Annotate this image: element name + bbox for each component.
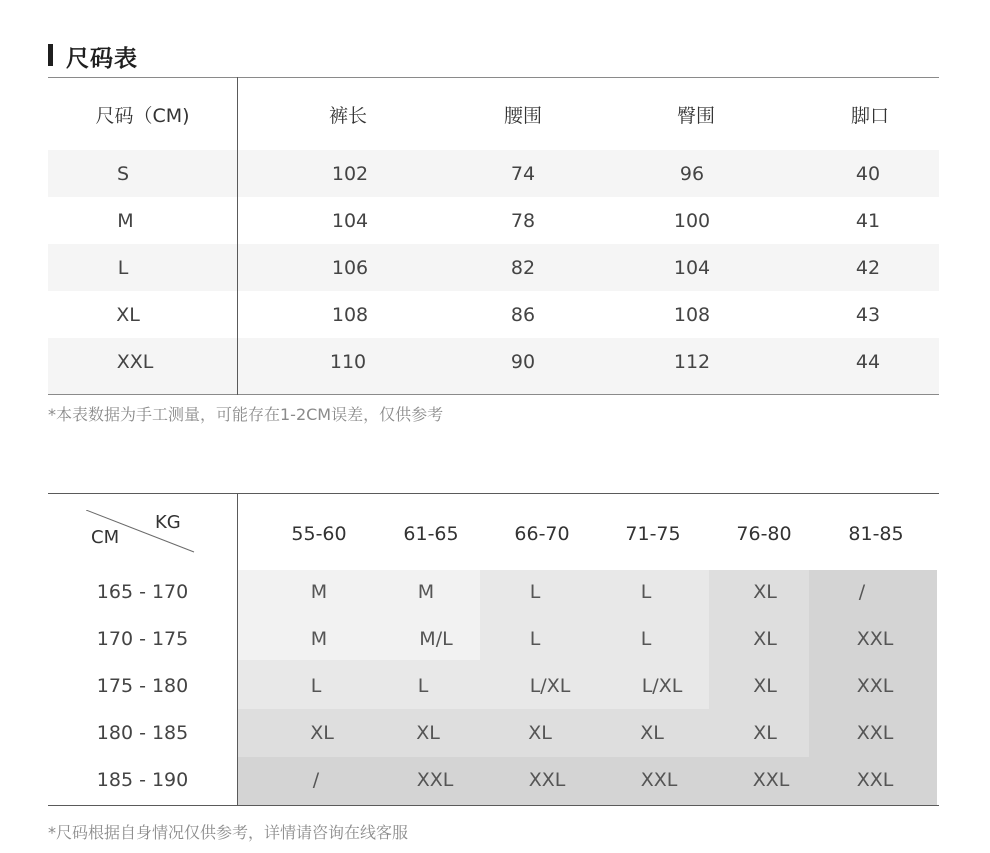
grid-cell: L <box>529 580 541 603</box>
grid-cell: XL <box>310 721 334 744</box>
table-row <box>48 291 939 338</box>
row-label-height: 170 - 175 <box>96 627 189 650</box>
cell-hip: 96 <box>679 162 705 185</box>
cell-length: 110 <box>329 350 367 373</box>
cell-length: 102 <box>331 162 369 185</box>
cell-hip: 104 <box>673 256 711 279</box>
cell-hem: 41 <box>855 209 881 232</box>
grid-cell: XL <box>753 627 777 650</box>
cell-waist: 74 <box>510 162 536 185</box>
header-weight: 81-85 <box>848 523 904 545</box>
grid-cell: XXL <box>752 768 790 791</box>
grid-cell: XXL <box>856 721 894 744</box>
cell-waist: 86 <box>510 303 536 326</box>
title-accent-bar <box>48 44 53 66</box>
cell-hip: 100 <box>673 209 711 232</box>
grid-cell: M <box>310 580 328 603</box>
table-column-divider <box>237 493 238 806</box>
table-top-rule <box>48 493 939 494</box>
header-weight: 71-75 <box>625 523 681 545</box>
cell-hem: 43 <box>855 303 881 326</box>
header-size: 尺码（CM) <box>95 104 190 127</box>
grid-cell: L/XL <box>641 674 683 697</box>
grid-cell: L/XL <box>529 674 571 697</box>
row-label-height: 165 - 170 <box>96 580 189 603</box>
grid-cell: XXL <box>640 768 678 791</box>
row-label-height: 175 - 180 <box>96 674 189 697</box>
grid-cell: XXL <box>856 627 894 650</box>
grid-cell: XXL <box>856 768 894 791</box>
cell-hip: 108 <box>673 303 711 326</box>
cell-waist: 78 <box>510 209 536 232</box>
row-label-height: 185 - 190 <box>96 768 189 791</box>
row-label-height: 180 - 185 <box>96 721 189 744</box>
grid-cell: XL <box>753 674 777 697</box>
grid-cell: / <box>858 580 866 603</box>
cell-hem: 44 <box>855 350 881 373</box>
grid-cell: XL <box>416 721 440 744</box>
header-weight: 76-80 <box>736 523 792 545</box>
grid-cell: M <box>417 580 435 603</box>
header-weight: 61-65 <box>403 523 459 545</box>
header-hem: 脚口 <box>850 104 889 127</box>
cell-hip: 112 <box>673 350 711 373</box>
header-hip: 臀围 <box>676 104 715 127</box>
table-row <box>48 244 939 291</box>
header-weight: 55-60 <box>291 523 347 545</box>
grid-cell: M <box>310 627 328 650</box>
cell-length: 106 <box>331 256 369 279</box>
cell-size: L <box>117 256 129 279</box>
header-waist: 腰围 <box>503 104 542 127</box>
cell-hem: 40 <box>855 162 881 185</box>
grid-cell: XXL <box>856 674 894 697</box>
recommend-table-note: *尺码根据自身情况仅供参考，详情请咨询在线客服 <box>48 823 409 842</box>
table-row <box>48 150 939 197</box>
table-row <box>48 197 939 244</box>
table-bottom-rule <box>48 394 939 395</box>
table-bottom-rule <box>48 805 939 806</box>
header-weight: 66-70 <box>514 523 570 545</box>
grid-cell: XXL <box>416 768 454 791</box>
corner-cm-label: CM <box>91 527 120 548</box>
cell-hem: 42 <box>855 256 881 279</box>
grid-cell: L <box>310 674 322 697</box>
cell-size: M <box>117 209 134 232</box>
cell-waist: 90 <box>510 350 536 373</box>
cell-length: 108 <box>331 303 369 326</box>
cell-size: S <box>116 162 130 185</box>
corner-kg-label: KG <box>155 512 181 533</box>
grid-cell: XL <box>753 721 777 744</box>
page-title: 尺码表 <box>66 46 138 72</box>
grid-cell: L <box>640 627 652 650</box>
cell-size: XXL <box>116 350 154 373</box>
grid-cell: XL <box>528 721 552 744</box>
grid-cell: XXL <box>528 768 566 791</box>
size-table-note: *本表数据为手工测量，可能存在1-2CM误差，仅供参考 <box>48 405 444 424</box>
grid-cell: M/L <box>419 627 453 650</box>
cell-waist: 82 <box>510 256 536 279</box>
grid-cell: L <box>640 580 652 603</box>
grid-cell: XL <box>640 721 664 744</box>
table-row <box>48 338 939 385</box>
header-length: 裤长 <box>328 104 367 127</box>
cell-size: XL <box>116 303 140 326</box>
grid-cell: L <box>529 627 541 650</box>
grid-cell: XL <box>753 580 777 603</box>
grid-cell: L <box>417 674 429 697</box>
grid-cell: / <box>312 768 320 791</box>
cell-length: 104 <box>331 209 369 232</box>
